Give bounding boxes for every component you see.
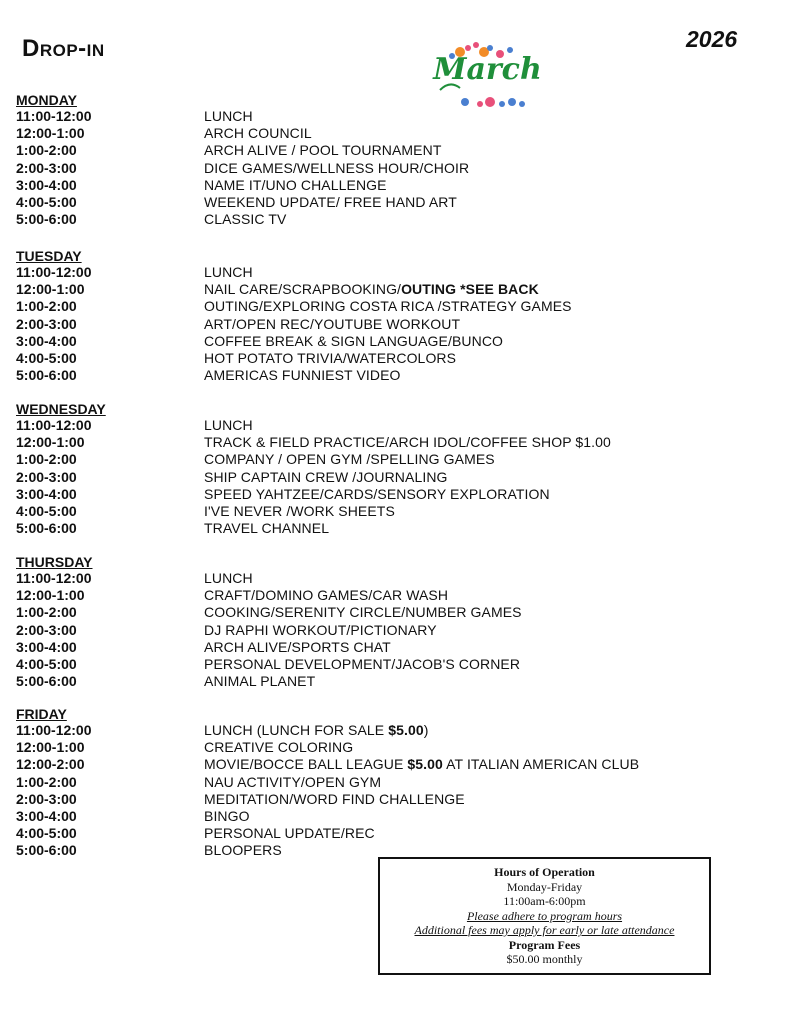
activity — [204, 587, 448, 604]
activity-text: COOKING/SERENITY CIRCLE/NUMBER GAMES — [204, 604, 522, 621]
activity-text: LUNCH — [204, 570, 253, 586]
activity — [204, 791, 465, 808]
time-slot: 11:00-12:00 — [16, 570, 92, 586]
activity — [204, 739, 353, 756]
time-slot: 12:00-1:00 — [16, 281, 85, 298]
activity-text: NAME IT/UNO CHALLENGE — [204, 176, 387, 193]
activity — [204, 673, 315, 690]
time-slot: 1:00-2:00 — [16, 773, 77, 790]
schedule-row — [16, 434, 611, 451]
time-slot: 4:00-5:00 — [16, 655, 77, 672]
schedule-row — [16, 673, 316, 690]
activity-text: I'VE NEVER /WORK SHEETS — [204, 502, 395, 519]
activity-text: CREATIVE COLORING — [204, 739, 354, 756]
schedule-row — [16, 468, 448, 486]
time-slot: 5:00-6:00 — [16, 673, 77, 690]
time-slot: 3:00-4:00 — [16, 638, 77, 655]
activity-text: SHIP CAPTAIN CREW /JOURNALING — [204, 468, 448, 485]
activity — [204, 774, 381, 791]
time-slot: 1:00-2:00 — [16, 298, 77, 315]
activity — [204, 142, 441, 159]
activity-text: MEDITATION/WORD FIND CHALLENGE — [204, 790, 465, 807]
day-heading: MONDAY — [16, 92, 77, 108]
time-slot: 2:00-3:00 — [16, 315, 77, 332]
schedule-row — [16, 825, 375, 842]
schedule-row — [16, 587, 449, 604]
activity — [204, 194, 457, 211]
time-slot: 12:00-2:00 — [16, 756, 85, 773]
time-slot: 12:00-1:00 — [16, 125, 85, 142]
schedule-row — [16, 621, 437, 639]
activity — [204, 469, 448, 486]
schedule-row — [16, 502, 395, 520]
activity — [204, 604, 522, 621]
activity-text: ARCH ALIVE / POOL TOURNAMENT — [204, 142, 442, 159]
activity — [204, 177, 387, 194]
day-heading: FRIDAY — [16, 706, 67, 722]
schedule-row — [16, 722, 429, 739]
schedule-row — [16, 773, 382, 791]
activity-text: MOVIE/BOCCE BALL LEAGUE — [204, 756, 408, 773]
schedule-row — [16, 315, 461, 333]
time-slot: 5:00-6:00 — [16, 211, 77, 228]
time-slot: 11:00-12:00 — [16, 264, 92, 280]
activity — [204, 451, 495, 468]
hours-heading: Hours of Operation — [494, 865, 595, 879]
activity — [204, 281, 539, 298]
activity-text: AMERICAS FUNNIEST VIDEO — [204, 367, 401, 384]
activity — [204, 417, 253, 434]
time-slot: 3:00-4:00 — [16, 807, 77, 824]
activity-text: WEEKEND UPDATE/ FREE HAND ART — [204, 193, 457, 210]
schedule-row — [16, 125, 312, 142]
schedule-row — [16, 520, 330, 537]
schedule-row — [16, 176, 387, 194]
activity — [204, 108, 253, 125]
time-slot: 5:00-6:00 — [16, 520, 77, 537]
activity-text: NAU ACTIVITY/OPEN GYM — [204, 773, 382, 790]
activity-text: ANIMAL PLANET — [204, 673, 316, 690]
time-slot: 12:00-1:00 — [16, 587, 85, 604]
day-block-tuesday — [16, 248, 572, 384]
day-heading: TUESDAY — [16, 248, 82, 264]
time-slot: 1:00-2:00 — [16, 142, 77, 159]
activity-text: BLOOPERS — [204, 842, 282, 859]
fees-heading: Program Fees — [508, 937, 581, 952]
activity — [204, 570, 253, 587]
fees-amount: $50.00 monthly — [506, 952, 583, 966]
day-block-wednesday — [16, 401, 611, 537]
activity — [204, 434, 611, 451]
activity-text: ARCH ALIVE/SPORTS CHAT — [204, 638, 391, 655]
activity-bold-text: $5.00 — [407, 756, 443, 773]
time-slot: 3:00-4:00 — [16, 332, 77, 349]
time-slot: 4:00-5:00 — [16, 349, 77, 366]
activity — [204, 333, 503, 350]
activity-text: TRACK & FIELD PRACTICE/ARCH IDOL/COFFEE SHOP $1.00 — [204, 434, 611, 451]
time-slot: 12:00-1:00 — [16, 434, 85, 451]
schedule-row — [16, 193, 457, 211]
schedule-row — [16, 756, 640, 773]
time-slot: 12:00-1:00 — [16, 739, 85, 756]
activity-text: SPEED YAHTZEE/CARDS/SENSORY EXPLORATION — [204, 485, 550, 502]
activity-text: LUNCH (LUNCH FOR SALE — [204, 722, 389, 738]
activity — [204, 125, 312, 142]
time-slot: 2:00-3:00 — [16, 159, 77, 176]
time-slot: 2:00-3:00 — [16, 468, 77, 485]
activity-text: COFFEE BREAK & SIGN LANGUAGE/BUNCO — [204, 332, 504, 349]
activity — [204, 350, 456, 367]
activity — [204, 722, 429, 739]
time-slot: 1:00-2:00 — [16, 604, 77, 621]
day-block-friday — [16, 706, 640, 860]
activity-text: DICE GAMES/WELLNESS HOUR/CHOIR — [204, 159, 470, 176]
activity-text-after: ) — [423, 722, 429, 738]
schedule-row — [16, 638, 391, 656]
activity — [204, 639, 391, 656]
march-logo — [420, 40, 555, 112]
activity — [204, 211, 286, 228]
schedule-row — [16, 485, 550, 503]
schedule-row — [16, 159, 470, 177]
schedule-row — [16, 142, 442, 159]
hours-time: 11:00am-6:00pm — [503, 894, 586, 908]
activity-text: BINGO — [204, 807, 250, 824]
day-block-thursday — [16, 554, 522, 690]
time-slot: 11:00-12:00 — [16, 417, 92, 433]
schedule-row — [16, 211, 287, 228]
time-slot: 5:00-6:00 — [16, 367, 77, 384]
activity — [204, 825, 375, 842]
activity-text: PERSONAL UPDATE/REC — [204, 825, 375, 842]
hours-note-2: Additional fees may apply for early or late attendance — [414, 923, 675, 937]
schedule-row — [16, 807, 250, 825]
day-heading: THURSDAY — [16, 554, 93, 570]
activity — [204, 842, 282, 859]
schedule-row — [16, 264, 253, 281]
time-slot: 4:00-5:00 — [16, 825, 77, 842]
day-block-monday — [16, 92, 470, 228]
activity-text: LUNCH — [204, 108, 253, 124]
time-slot: 5:00-6:00 — [16, 842, 77, 859]
activity — [204, 298, 572, 315]
activity — [204, 486, 550, 503]
schedule-row — [16, 417, 253, 434]
hours-days: Monday-Friday — [506, 879, 583, 894]
time-slot: 2:00-3:00 — [16, 790, 77, 807]
activity-text: HOT POTATO TRIVIA/WATERCOLORS — [204, 349, 457, 366]
activity-text: ART/OPEN REC/YOUTUBE WORKOUT — [204, 315, 461, 332]
activity — [204, 622, 437, 639]
schedule-row — [16, 451, 495, 468]
activity-text: DJ RAPHI WORKOUT/PICTIONARY — [204, 621, 437, 638]
activity-bold-text: $5.00 — [388, 722, 424, 738]
schedule-row — [16, 108, 253, 125]
schedule-row — [16, 655, 521, 673]
schedule-row — [16, 790, 465, 808]
schedule-row — [16, 367, 401, 384]
activity-text: ARCH COUNCIL — [204, 125, 312, 142]
activity — [204, 520, 329, 537]
time-slot: 3:00-4:00 — [16, 485, 77, 502]
activity-text: LUNCH — [204, 417, 253, 433]
schedule-row — [16, 332, 504, 350]
activity-bold-text: OUTING *SEE BACK — [401, 281, 539, 298]
activity-text-after: AT ITALIAN AMERICAN CLUB — [442, 756, 640, 773]
activity-text: TRAVEL CHANNEL — [204, 520, 330, 537]
time-slot: 11:00-12:00 — [16, 108, 92, 124]
time-slot: 4:00-5:00 — [16, 193, 77, 210]
year-label: 2026 — [686, 26, 738, 52]
activity — [204, 808, 250, 825]
time-slot: 2:00-3:00 — [16, 621, 77, 638]
activity — [204, 316, 460, 333]
time-slot: 11:00-12:00 — [16, 722, 92, 738]
activity-text: CLASSIC TV — [204, 211, 287, 228]
activity — [204, 756, 639, 773]
page-title: Drop-in — [22, 35, 105, 62]
activity — [204, 264, 253, 281]
schedule-row — [16, 281, 539, 298]
schedule-row — [16, 842, 282, 859]
schedule-row — [16, 570, 253, 587]
schedule-row — [16, 739, 354, 756]
time-slot: 4:00-5:00 — [16, 502, 77, 519]
hours-note-1: Please adhere to program hours — [466, 908, 623, 923]
hours-of-operation-box — [378, 857, 711, 975]
schedule-row — [16, 604, 522, 621]
day-heading: WEDNESDAY — [16, 401, 106, 417]
activity-text: NAIL CARE/SCRAPBOOKING/ — [204, 281, 402, 298]
activity-text: PERSONAL DEVELOPMENT/JACOB'S CORNER — [204, 655, 521, 672]
time-slot: 3:00-4:00 — [16, 176, 77, 193]
activity-text: OUTING/EXPLORING COSTA RICA /STRATEGY GAMES — [204, 298, 572, 315]
activity — [204, 160, 469, 177]
activity-text: CRAFT/DOMINO GAMES/CAR WASH — [204, 587, 449, 604]
month-logo-text: March — [433, 52, 542, 87]
activity — [204, 367, 401, 384]
schedule-row — [16, 298, 572, 315]
activity — [204, 656, 520, 673]
activity-text: LUNCH — [204, 264, 253, 280]
schedule-row — [16, 349, 457, 367]
activity — [204, 503, 395, 520]
activity-text: COMPANY / OPEN GYM /SPELLING GAMES — [204, 451, 495, 468]
time-slot: 1:00-2:00 — [16, 451, 77, 468]
